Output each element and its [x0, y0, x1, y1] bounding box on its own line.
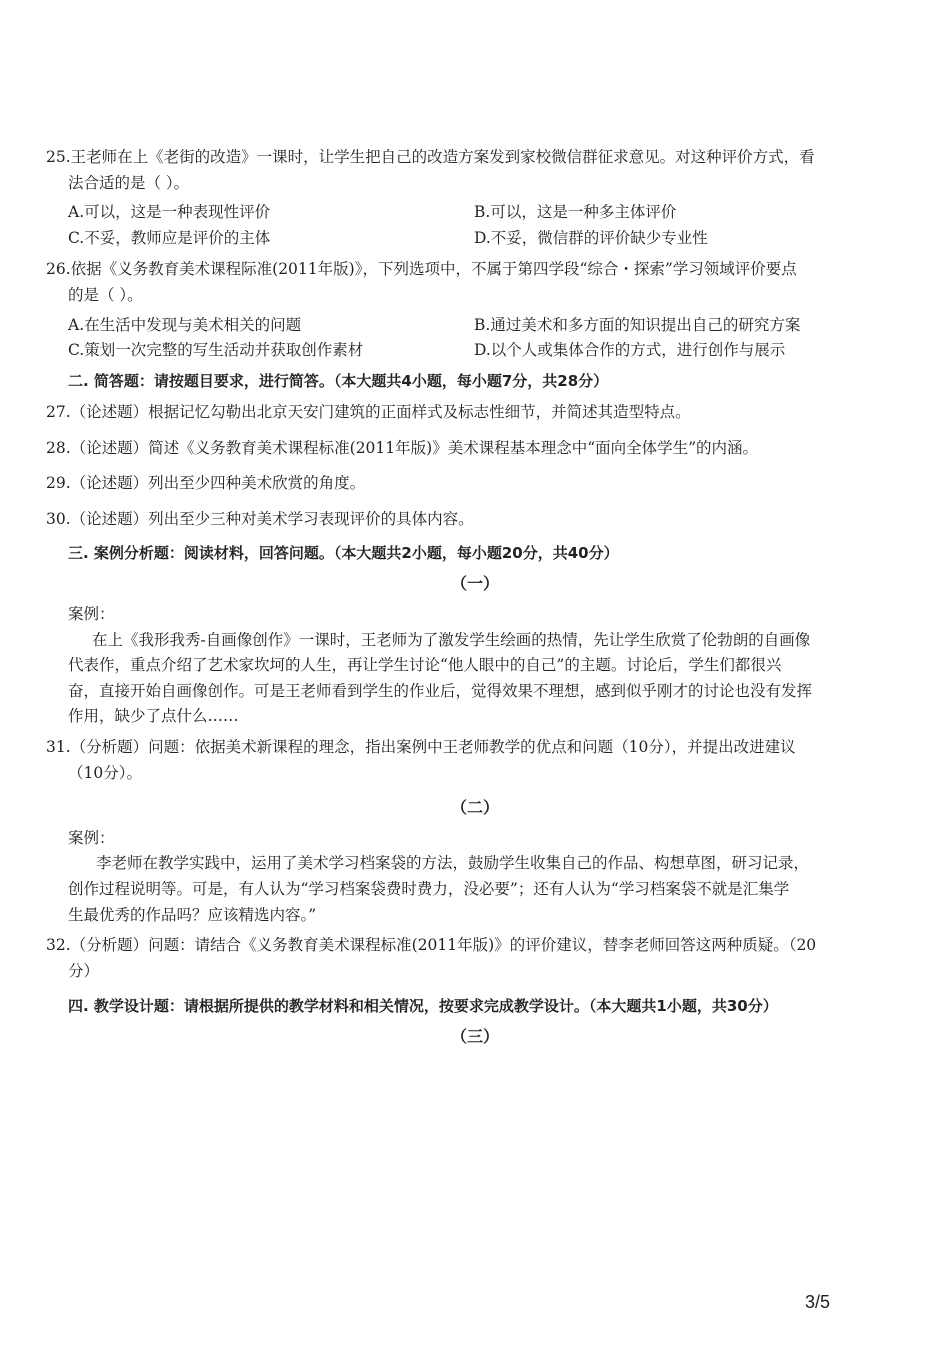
q25-stem-line1: 25.王老师在上《老街的改造》一课时，让学生把自己的改造方案发到家校微信群征求意见。对这种评价方式，看: [46, 148, 815, 166]
part-1-heading: （一）: [450, 574, 499, 593]
case-1-line3: 奋，直接开始自画像创作。可是王老师看到学生的作业后，觉得效果不理想，感到似乎刚才的讨论也没有发挥: [68, 682, 813, 700]
case-2-line2: 创作过程说明等。可是，有人认为“学习档案袋费时费力，没必要”；还有人认为“学习档案袋不就是汇集学: [68, 880, 790, 898]
q32-line1: 32.（分析题）问题：请结合《义务教育美术课程标准(2011年版)》的评价建议，替李老师回答这两种质疑。（20: [46, 936, 817, 954]
part-3-heading: （三）: [450, 1027, 499, 1046]
section-2-heading: 二. 简答题：请按题目要求，进行简答。（本大题共4小题，每小题7分，共28分）: [68, 372, 609, 390]
section-3-heading: 三. 案例分析题：阅读材料，回答问题。（本大题共2小题，每小题20分，共40分）: [68, 544, 619, 562]
q32-line2: 分）: [68, 962, 100, 980]
q25-option-b: B.可以，这是一种多主体评价: [474, 203, 677, 221]
case-2-line3: 生最优秀的作品吗？应该精选内容。”: [68, 906, 317, 924]
q31-line2: （10分）。: [68, 764, 142, 782]
q26-stem-line1: 26.依据《义务教育美术课程际准(2011年版)》，下列选项中，不属于第四学段“综合・探索”学习领域评价要点: [46, 260, 797, 278]
q30: 30.（论述题）列出至少三种对美术学习表现评价的具体内容。: [46, 510, 474, 528]
q25-option-c: C.不妥，教师应是评价的主体: [68, 229, 271, 247]
q26-option-a: A.在生活中发现与美术相关的问题: [68, 316, 302, 334]
case-1-line1: 在上《我形我秀-自画像创作》一课时，王老师为了激发学生绘画的热情，先让学生欣赏了伦勃朗的自画像: [92, 631, 811, 649]
case-2-line1: 李老师在教学实践中，运用了美术学习档案袋的方法，鼓励学生收集自己的作品、构想草图，研习记录，: [96, 854, 810, 872]
q28: 28.（论述题）简述《义务教育美术课程标准(2011年版)》美术课程基本理念中“面向全体学生”的内涵。: [46, 439, 759, 457]
q25-option-d: D.不妥，微信群的评价缺少专业性: [474, 229, 708, 247]
q26-option-b: B.通过美术和多方面的知识提出自己的研究方案: [474, 316, 801, 334]
part-2-heading: （二）: [450, 798, 499, 817]
case-1-line2: 代表作，重点介绍了艺术家坎坷的人生，再让学生讨论“他人眼中的自己”的主题。讨论后，学生们都很兴: [68, 656, 782, 674]
case-1-label: 案例：: [68, 605, 115, 623]
q25-stem-line2: 法合适的是（ ）。: [68, 174, 190, 192]
q27: 27.（论述题）根据记忆勾勒出北京天安门建筑的正面样式及标志性细节，并简述其造型特点。: [46, 403, 691, 421]
q26-option-c: C.策划一次完整的写生活动并获取创作素材: [68, 341, 364, 359]
page-number: 3/5: [805, 1292, 831, 1312]
q26-option-d: D.以个人或集体合作的方式，进行创作与展示: [474, 341, 786, 359]
case-1-line4: 作用，缺少了点什么……: [68, 707, 239, 725]
q26-stem-line2: 的是（ ）。: [68, 286, 143, 304]
q31-line1: 31.（分析题）问题：依据美术新课程的理念，指出案例中王老师教学的优点和问题（10分），并提出改进建议: [46, 738, 796, 756]
q29: 29.（论述题）列出至少四种美术欣赏的角度。: [46, 474, 366, 492]
q25-option-a: A.可以，这是一种表现性评价: [68, 203, 271, 221]
case-2-label: 案例：: [68, 829, 115, 847]
section-4-heading: 四. 教学设计题：请根据所提供的教学材料和相关情况，按要求完成教学设计。（本大题共1小题，共30分）: [68, 997, 778, 1015]
